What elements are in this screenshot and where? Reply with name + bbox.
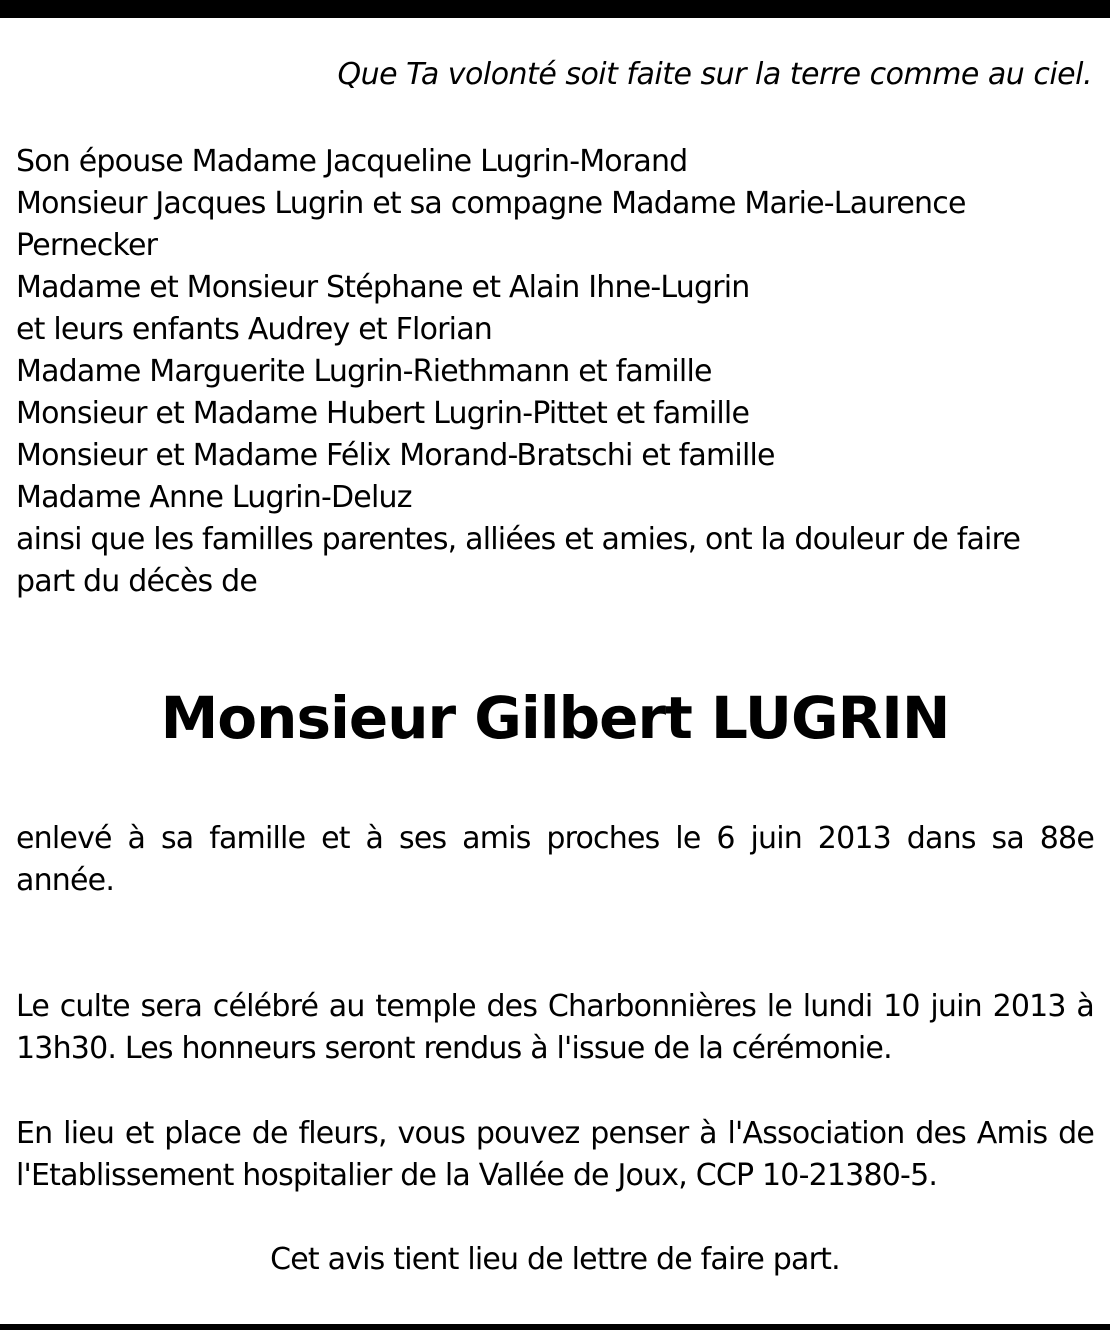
mourner-line: Madame Marguerite Lugrin-Riethmann et famille — [16, 354, 712, 389]
mourner-line: Monsieur et Madame Hubert Lugrin-Pittet et famille — [16, 396, 750, 431]
passing-paragraph: enlevé à sa famille et à ses amis proches le 6 juin 2013 dans sa 88e année. — [16, 821, 1094, 898]
mourner-line: Madame et Monsieur Stéphane et Alain Ihne-Lugrin — [16, 270, 750, 305]
donation-paragraph: En lieu et place de fleurs, vous pouvez penser à l'Association des Amis de l'Etablissement hospitalier de la Vallée de Joux, CCP 10-21380-5. — [16, 1116, 1094, 1193]
mourner-line: Monsieur et Madame Félix Morand-Bratschi et famille — [16, 438, 775, 473]
closing-note: Cet avis tient lieu de lettre de faire part. — [270, 1242, 840, 1277]
announcement-intro: ainsi que les familles parentes, alliées et amies, ont la douleur de faire part du décès de — [16, 522, 1021, 599]
service-paragraph: Le culte sera célébré au temple des Charbonnières le lundi 10 juin 2013 à 13h30. Les honneurs seront rendus à l'issue de la cérémonie. — [16, 989, 1094, 1066]
bottom-border-rule — [0, 1324, 1110, 1330]
mourner-line: et leurs enfants Audrey et Florian — [16, 312, 492, 347]
deceased-name-heading: Monsieur Gilbert LUGRIN — [160, 684, 950, 752]
mourner-line: Son épouse Madame Jacqueline Lugrin-Morand — [16, 144, 688, 179]
mourner-line: Madame Anne Lugrin-Deluz — [16, 480, 412, 515]
mourner-line: Monsieur Jacques Lugrin et sa compagne Madame Marie-Laurence Pernecker — [16, 186, 966, 263]
top-border-rule — [0, 0, 1110, 18]
mourners-list — [16, 141, 1096, 603]
scripture-verse: Que Ta volonté soit faite sur la terre comme au ciel. — [337, 57, 1092, 92]
